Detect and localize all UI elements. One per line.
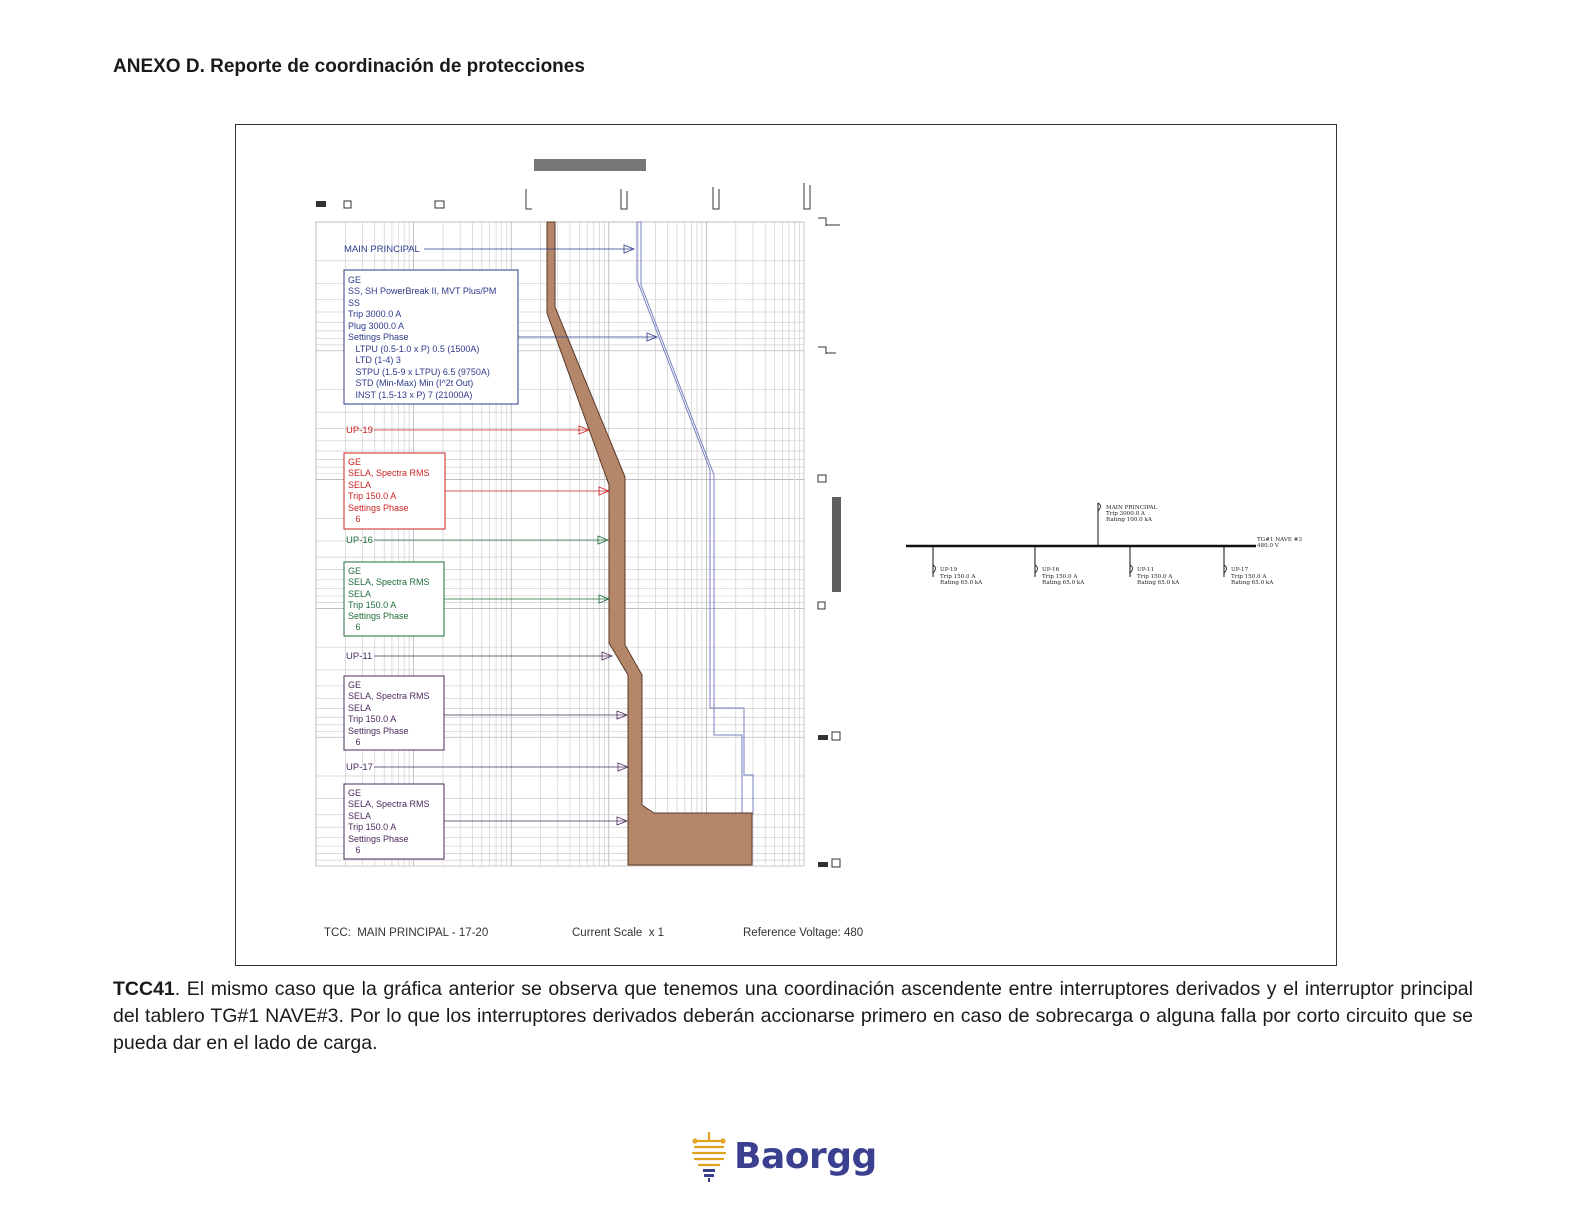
main-name: MAIN PRINCIPAL [1106,505,1158,511]
branch-breakers-band [547,222,752,865]
axis-marker-icon [818,218,840,226]
up16-settings-text: GE SELA, Spectra RMS SELA Trip 150.0 A Settings Phase 6 [348,566,430,632]
feeder-up19 [933,546,983,586]
svg-text:UP-11: UP-11 [1137,567,1155,573]
up17-settings-text: GE SELA, Spectra RMS SELA Trip 150.0 A Settings Phase 6 [348,788,430,855]
svg-text:UP-16: UP-16 [1042,567,1060,573]
axis-marker-icon [832,732,840,740]
lightbulb-circuit-icon [690,1129,728,1183]
label-up16: UP-16 [346,535,373,546]
svg-text:Trip 150.0 A: Trip 150.0 A [1042,574,1078,580]
footer-scale: Current Scale x 1 [572,927,665,939]
label-main-principal: MAIN PRINCIPAL [344,244,420,255]
feeder-up17 [1224,546,1274,586]
svg-text:Rating 65.0 kA: Rating 65.0 kA [1231,580,1274,586]
up19-settings-text: GE SELA, Spectra RMS SELA Trip 150.0 A Settings Phase 6 [348,457,430,524]
page-heading: ANEXO D. Reporte de coordinación de protecciones [113,56,585,77]
svg-text:Rating 65.0 kA: Rating 65.0 kA [1042,580,1085,586]
feeder-up11 [1130,546,1180,586]
axis-marker-icon [316,201,326,207]
axis-marker-icon [621,189,627,209]
figure-caption [113,976,1473,1057]
svg-text:Trip 150.0 A: Trip 150.0 A [940,574,976,580]
main-trip: Trip 3000.0 A [1106,511,1145,517]
logo-text: Baorgg [734,1135,877,1177]
tcc-figure-svg [236,125,1336,965]
axis-marker-icon [818,347,836,354]
top-axis-markers [344,183,810,209]
bus-voltage: 480.0 V [1257,543,1279,549]
axis-marker-icon [435,201,444,208]
caption-lead: TCC41 [113,978,175,1000]
label-up11: UP-11 [346,651,373,662]
axis-marker-icon [818,475,826,482]
label-up17: UP-17 [346,762,373,773]
one-line-diagram [906,503,1302,586]
axis-marker-icon [713,187,719,209]
label-up19: UP-19 [346,425,373,436]
footer-tcc: TCC: MAIN PRINCIPAL - 17-20 [324,927,489,939]
svg-text:Rating 65.0 kA: Rating 65.0 kA [1137,580,1180,586]
svg-text:Trip 150.0 A: Trip 150.0 A [1137,574,1173,580]
svg-text:Rating 65.0 kA: Rating 65.0 kA [940,580,983,586]
main-rating: Rating 100.0 kA [1106,517,1152,523]
up11-settings-text: GE SELA, Spectra RMS SELA Trip 150.0 A Settings Phase 6 [348,680,430,747]
feeder-up16 [1035,546,1085,586]
axis-marker-icon [344,201,351,208]
axis-marker-icon [832,859,840,867]
svg-text:UP-17: UP-17 [1231,567,1249,573]
tcc-figure [235,124,1337,966]
company-logo [690,1128,877,1184]
bus-label: TG#1 NAVE #3 [1257,537,1303,543]
axis-marker-icon [526,189,532,209]
main-settings-text: GE SS, SH PowerBreak II, MVT Plus/PM SS Trip 3000.0 A Plug 3000.0 A Settings Phase LTPU (0.5-1.0 x P) 0.5 (1500A) LTD (1-4) 3 STPU (1.5-9 x LTPU) 6.5 (9750A) STD (Min-Max) Min (I^2t Out) INST (1.5-13 x P) 7 (21000A) [348,275,497,400]
svg-text:Trip 150.0 A: Trip 150.0 A [1231,574,1267,580]
svg-text:UP-19: UP-19 [940,567,958,573]
axis-marker-icon [818,735,828,740]
axis-marker-icon [818,862,828,867]
caption-body: . El mismo caso que la gráfica anterior se observa que tenemos una coordinación ascendente entre interruptores derivados y el interruptor principal del tablero TG#1 NAVE#3. Por lo que los interruptores derivados deberán accionarse primero en caso de sobrecarga o alguna falla por corto circuito que se pueda dar en el lado de carga. [113,978,1473,1054]
figure-title-blur [534,159,646,171]
tcc-footer [324,927,863,939]
footer-voltage: Reference Voltage: 480 [743,927,864,939]
y-axis-label-blur [832,497,841,592]
axis-marker-icon [818,602,825,609]
axis-marker-icon [804,183,810,209]
